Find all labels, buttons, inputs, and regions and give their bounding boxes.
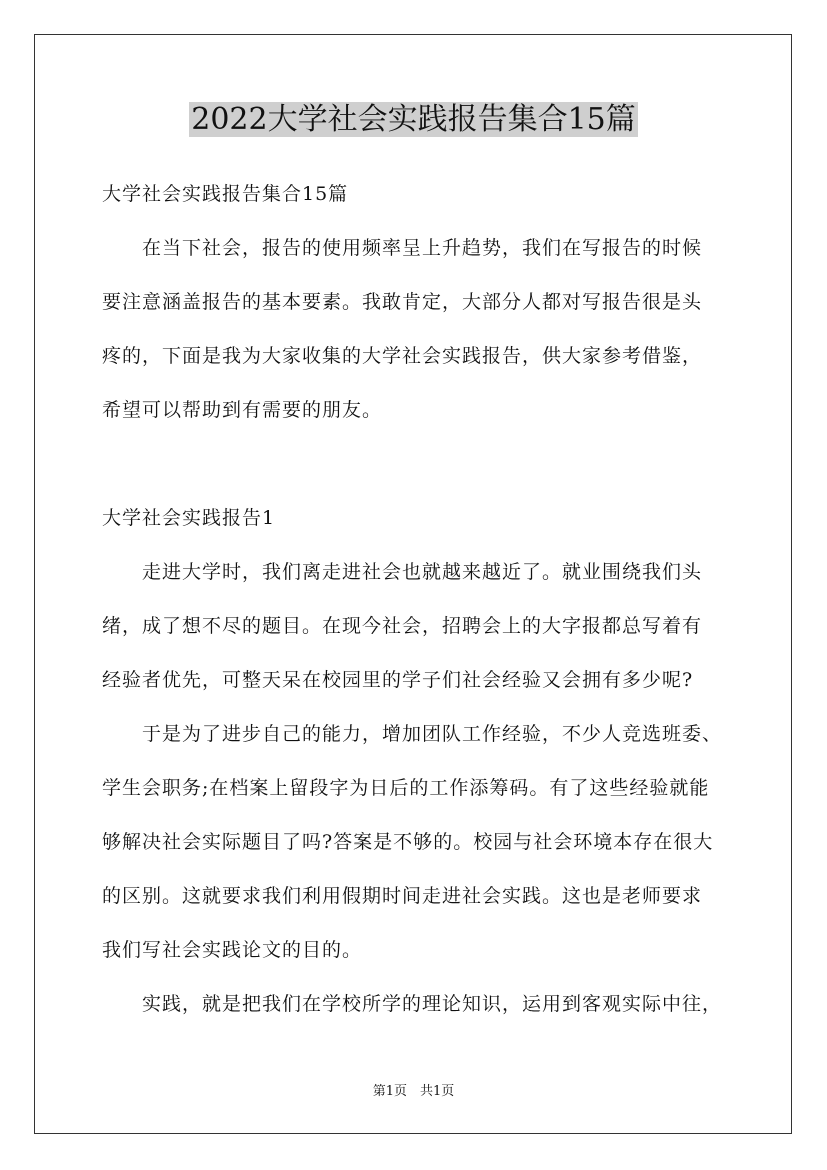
body-line: 的区别。这就要求我们利用假期时间走进社会实践。这也是老师要求	[102, 885, 703, 907]
document-title: 2022大学社会实践报告集合15篇	[191, 102, 636, 137]
body-line: 于是为了进步自己的能力，增加团队工作经验，不少人竞选班委、	[102, 723, 723, 745]
section-heading: 大学社会实践报告1	[102, 507, 276, 529]
document-subtitle: 大学社会实践报告集合15篇	[102, 183, 349, 205]
body-line: 实践，就是把我们在学校所学的理论知识，运用到客观实际中往，	[102, 993, 723, 1015]
body-line: 绪，成了想不尽的题目。在现今社会，招聘会上的大字报都总写着有	[102, 615, 703, 637]
intro-line: 要注意涵盖报告的基本要素。我敢肯定，大部分人都对写报告很是头	[102, 291, 703, 313]
body-line: 我们写社会实践论文的目的。	[102, 939, 363, 961]
body-line: 经验者优先，可整天呆在校园里的学子们社会经验又会拥有多少呢?	[102, 669, 694, 691]
document-title-container	[0, 98, 827, 142]
page-number: 第1页 共1页	[372, 1084, 455, 1099]
body-line: 走进大学时，我们离走进社会也就越来越近了。就业围绕我们头	[102, 561, 703, 583]
body-line: 学生会职务;在档案上留段字为日后的工作添筹码。有了这些经验就能	[102, 777, 710, 799]
intro-line: 在当下社会，报告的使用频率呈上升趋势，我们在写报告的时候	[102, 237, 703, 259]
body-line: 够解决社会实际题目了吗?答案是不够的。校园与社会环境本存在很大	[102, 831, 714, 853]
intro-line: 希望可以帮助到有需要的朋友。	[102, 399, 383, 421]
intro-line: 疼的，下面是我为大家收集的大学社会实践报告，供大家参考借鉴，	[102, 345, 703, 367]
